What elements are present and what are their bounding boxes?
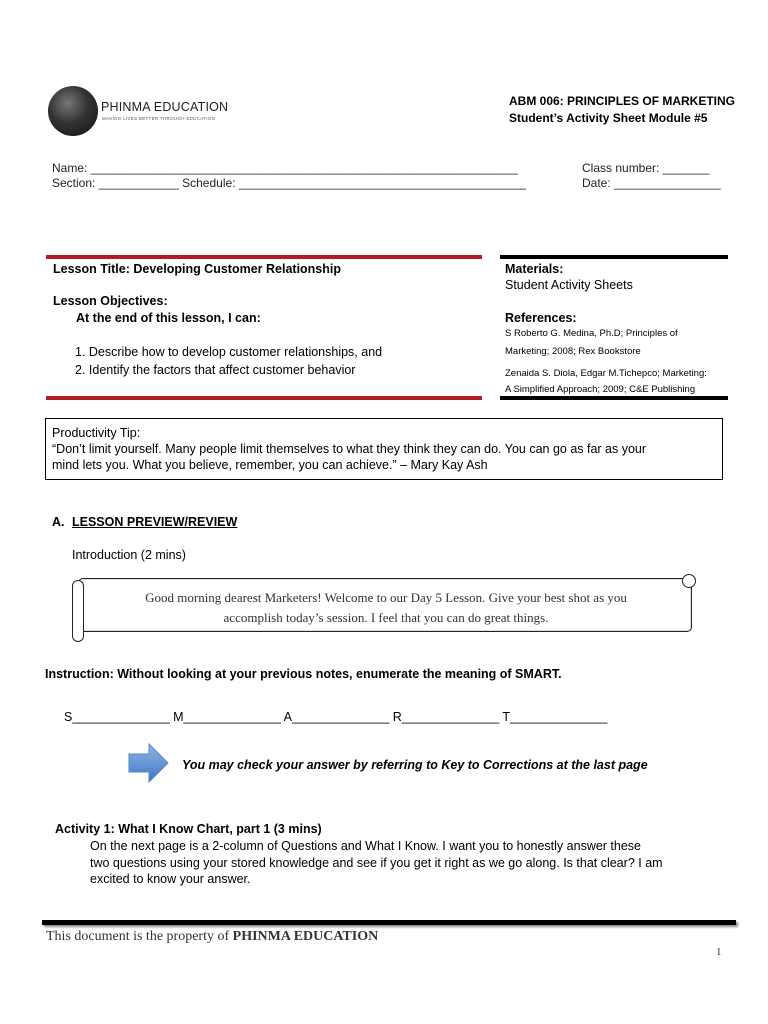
section-schedule-field[interactable]: Section: ____________ Schedule: ___________________________________________ — [52, 176, 526, 190]
module-title: Student’s Activity Sheet Module #5 — [509, 111, 708, 125]
tip-label: Productivity Tip: — [52, 426, 141, 440]
lesson-title: Lesson Title: Developing Customer Relationship — [53, 262, 342, 276]
introduction-label: Introduction (2 mins) — [72, 548, 186, 562]
materials-bottom-rule — [500, 396, 728, 400]
objective-item: 2. Identify the factors that affect customer behavior — [75, 363, 356, 377]
tip-quote-line: “Don’t limit yourself. Many people limit themselves to what they think they can do. You can go as far as your — [52, 442, 647, 456]
reference-line: A Simplified Approach; 2009; C&E Publishing — [505, 384, 696, 395]
reference-line: Zenaida S. Diola, Edgar M.Tichepco; Marketing: — [505, 368, 707, 379]
scroll-line: Good morning dearest Marketers! Welcome to our Day 5 Lesson. Give your best shot as you — [145, 590, 627, 605]
tip-quote-line: mind lets you. What you believe, remember, you can achieve.” – Mary Kay Ash — [52, 458, 488, 472]
name-field[interactable]: Name: ________________________________________________________________ — [52, 161, 518, 175]
section-a-heading: LESSON PREVIEW/REVIEW — [72, 515, 238, 529]
footer-owner: PHINMA EDUCATION — [232, 929, 379, 944]
right-arrow-icon — [128, 742, 170, 784]
course-title: ABM 006: PRINCIPLES OF MARKETING — [509, 94, 736, 108]
activity-1-line: excited to know your answer. — [90, 872, 251, 886]
objectives-label: Lesson Objectives: — [53, 294, 168, 308]
instruction-text: Instruction: Without looking at your previous notes, enumerate the meaning of SMART. — [45, 667, 562, 681]
materials-value: Student Activity Sheets — [505, 278, 633, 292]
scroll-right-curl — [682, 574, 696, 588]
materials-top-rule — [500, 255, 728, 259]
date-field[interactable]: Date: ________________ — [582, 176, 721, 190]
activity-1-title: Activity 1: What I Know Chart, part 1 (3 mins) — [55, 822, 322, 836]
logo-name: PHINMA EDUCATION — [101, 100, 229, 114]
logo-tagline: MAKING LIVES BETTER THROUGH EDUCATION — [102, 116, 216, 121]
scroll-line: accomplish today’s session. I feel that you can do great things. — [223, 610, 549, 625]
smart-answer-blanks[interactable]: S______________ M______________ A______________ R______________ T______________ — [64, 710, 608, 724]
lesson-top-rule — [46, 255, 482, 259]
activity-1-line: On the next page is a 2-column of Questions and What I Know. I want you to honestly answer these — [90, 839, 642, 853]
answer-key-note: You may check your answer by referring to Key to Corrections at the last page — [182, 758, 648, 772]
phinma-logo-icon — [48, 86, 98, 136]
objective-item: 1. Describe how to develop customer relationships, and — [75, 345, 383, 359]
lesson-bottom-rule — [46, 396, 482, 400]
scroll-left-roll — [72, 580, 84, 642]
scroll-message — [90, 588, 682, 628]
activity-1-line: two questions using your stored knowledge and see if you get it right as we go along. Is that clear? I am — [90, 856, 663, 870]
reference-line: Marketing; 2008; Rex Bookstore — [505, 346, 641, 357]
reference-line: S Roberto G. Medina, Ph.D; Principles of — [505, 328, 678, 339]
references-label: References: — [505, 311, 577, 325]
footer-prefix: This document is the property of — [46, 929, 230, 944]
materials-label: Materials: — [505, 262, 564, 276]
objectives-intro: At the end of this lesson, I can: — [76, 311, 261, 325]
section-a-letter: A. — [52, 515, 65, 529]
footer-property-note — [46, 929, 378, 945]
page-number: 1 — [716, 946, 722, 958]
class-number-field[interactable]: Class number: _______ — [582, 161, 710, 175]
footer-rule — [42, 920, 736, 925]
